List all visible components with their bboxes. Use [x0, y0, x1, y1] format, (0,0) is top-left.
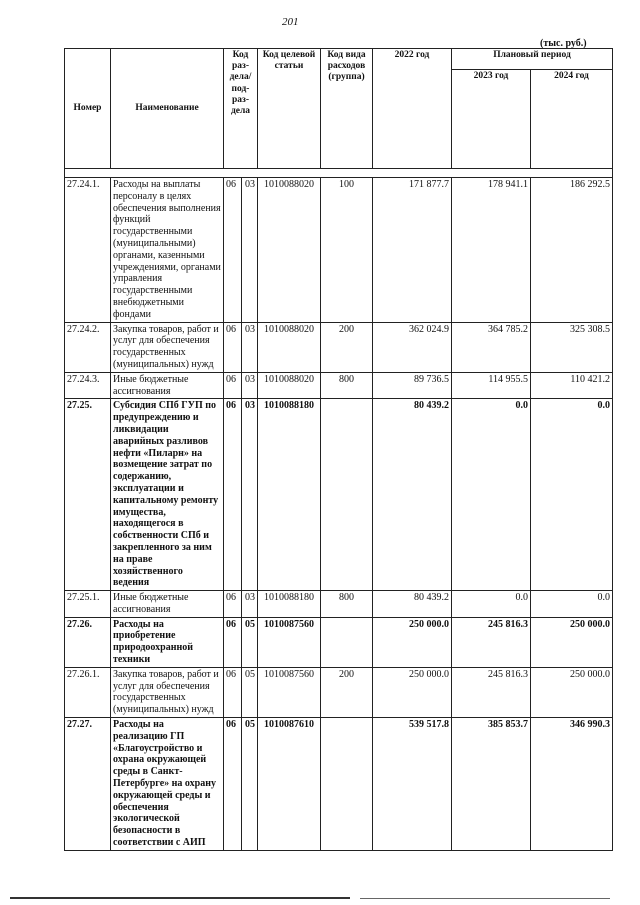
row-expense: 800: [321, 372, 373, 399]
row-name: Расходы на выплаты персоналу в целях обеспечения выполнения функций государственными (муниципальными) органами, казенными учреждениями, органами управления государственными внебюджетными фондами: [111, 178, 224, 323]
header-name: Наименование: [111, 49, 224, 169]
row-number: 27.24.2.: [65, 322, 111, 372]
row-subsection: 05: [242, 667, 258, 717]
row-2023: 385 853.7: [452, 718, 531, 851]
row-2023: 245 816.3: [452, 617, 531, 667]
table-row: [65, 718, 613, 851]
row-2024: 0.0: [531, 399, 613, 591]
row-subsection: 03: [242, 322, 258, 372]
header-2023: 2023 год: [452, 70, 531, 169]
row-2023: 245 816.3: [452, 667, 531, 717]
row-target: 1010087560: [258, 617, 321, 667]
row-2024: 110 421.2: [531, 372, 613, 399]
row-2022: 89 736.5: [373, 372, 452, 399]
row-2023: 0.0: [452, 399, 531, 591]
row-subsection: 03: [242, 178, 258, 323]
row-2024: 186 292.5: [531, 178, 613, 323]
row-name: Расходы на приобретение природоохранной техники: [111, 617, 224, 667]
page-bottom-rule: [10, 897, 350, 899]
row-target: 1010088020: [258, 322, 321, 372]
row-2022: 250 000.0: [373, 667, 452, 717]
row-2024: 0.0: [531, 591, 613, 618]
row-2022: 80 439.2: [373, 591, 452, 618]
row-expense: 100: [321, 178, 373, 323]
header-planned: Плановый период: [452, 49, 613, 70]
row-subsection: 03: [242, 591, 258, 618]
row-section: 06: [224, 322, 242, 372]
row-2024: 346 990.3: [531, 718, 613, 851]
row-target: 1010087610: [258, 718, 321, 851]
header-expense: Код вида расходов (группа): [321, 49, 373, 169]
row-target: 1010088180: [258, 399, 321, 591]
row-number: 27.26.: [65, 617, 111, 667]
row-2024: 325 308.5: [531, 322, 613, 372]
table-row: [65, 178, 613, 323]
table-row: [65, 322, 613, 372]
row-number: 27.24.3.: [65, 372, 111, 399]
row-expense: [321, 617, 373, 667]
row-2023: 0.0: [452, 591, 531, 618]
row-name: Иные бюджетные ассигнования: [111, 591, 224, 618]
header-section: Код раз- дела/ под- раз- дела: [224, 49, 258, 169]
table-row: [65, 399, 613, 591]
row-section: 06: [224, 399, 242, 591]
row-name: Закупка товаров, работ и услуг для обеспечения государственных (муниципальных) нужд: [111, 667, 224, 717]
row-2022: 80 439.2: [373, 399, 452, 591]
row-name: Иные бюджетные ассигнования: [111, 372, 224, 399]
row-section: 06: [224, 667, 242, 717]
budget-table: [64, 48, 613, 851]
row-expense: 800: [321, 591, 373, 618]
row-target: 1010088180: [258, 591, 321, 618]
row-2023: 178 941.1: [452, 178, 531, 323]
row-2022: 539 517.8: [373, 718, 452, 851]
row-section: 06: [224, 718, 242, 851]
row-number: 27.26.1.: [65, 667, 111, 717]
row-2022: 362 024.9: [373, 322, 452, 372]
row-number: 27.24.1.: [65, 178, 111, 323]
row-subsection: 05: [242, 617, 258, 667]
row-expense: 200: [321, 322, 373, 372]
row-2023: 114 955.5: [452, 372, 531, 399]
page-bottom-rule-2: [360, 898, 610, 899]
row-name: Субсидия СПб ГУП по предупреждению и ликвидации аварийных разливов нефти «Пиларн» на возмещение затрат по содержанию, эксплуатации и капитальному ремонту имущества, находящегося в собственности СПб и закрепленного за ним на праве хозяйственного ведения: [111, 399, 224, 591]
table-row: [65, 617, 613, 667]
row-section: 06: [224, 372, 242, 399]
row-expense: [321, 399, 373, 591]
row-2024: 250 000.0: [531, 667, 613, 717]
row-target: 1010088020: [258, 178, 321, 323]
row-target: 1010088020: [258, 372, 321, 399]
row-2023: 364 785.2: [452, 322, 531, 372]
header-2022: 2022 год: [373, 49, 452, 169]
row-section: 06: [224, 617, 242, 667]
row-number: 27.27.: [65, 718, 111, 851]
row-target: 1010087560: [258, 667, 321, 717]
header-number: Номер: [65, 49, 111, 169]
units-label: (тыс. руб.): [540, 38, 587, 49]
page-number: 201: [282, 16, 299, 28]
row-name: Закупка товаров, работ и услуг для обеспечения государственных (муниципальных) нужд: [111, 322, 224, 372]
row-expense: 200: [321, 667, 373, 717]
row-subsection: 03: [242, 399, 258, 591]
row-section: 06: [224, 591, 242, 618]
row-number: 27.25.1.: [65, 591, 111, 618]
row-subsection: 05: [242, 718, 258, 851]
header-2024: 2024 год: [531, 70, 613, 169]
row-number: 27.25.: [65, 399, 111, 591]
row-2024: 250 000.0: [531, 617, 613, 667]
row-2022: 171 877.7: [373, 178, 452, 323]
table-row: [65, 372, 613, 399]
table-row: [65, 667, 613, 717]
row-section: 06: [224, 178, 242, 323]
table-row: [65, 591, 613, 618]
row-2022: 250 000.0: [373, 617, 452, 667]
row-expense: [321, 718, 373, 851]
row-subsection: 03: [242, 372, 258, 399]
header-target: Код целевой статьи: [258, 49, 321, 169]
row-name: Расходы на реализацию ГП «Благоустройство и охрана окружающей среды в Санкт-Петербурге» на охрану окружающей среды и обеспечения экологической безопасности в соответствии с АИП: [111, 718, 224, 851]
